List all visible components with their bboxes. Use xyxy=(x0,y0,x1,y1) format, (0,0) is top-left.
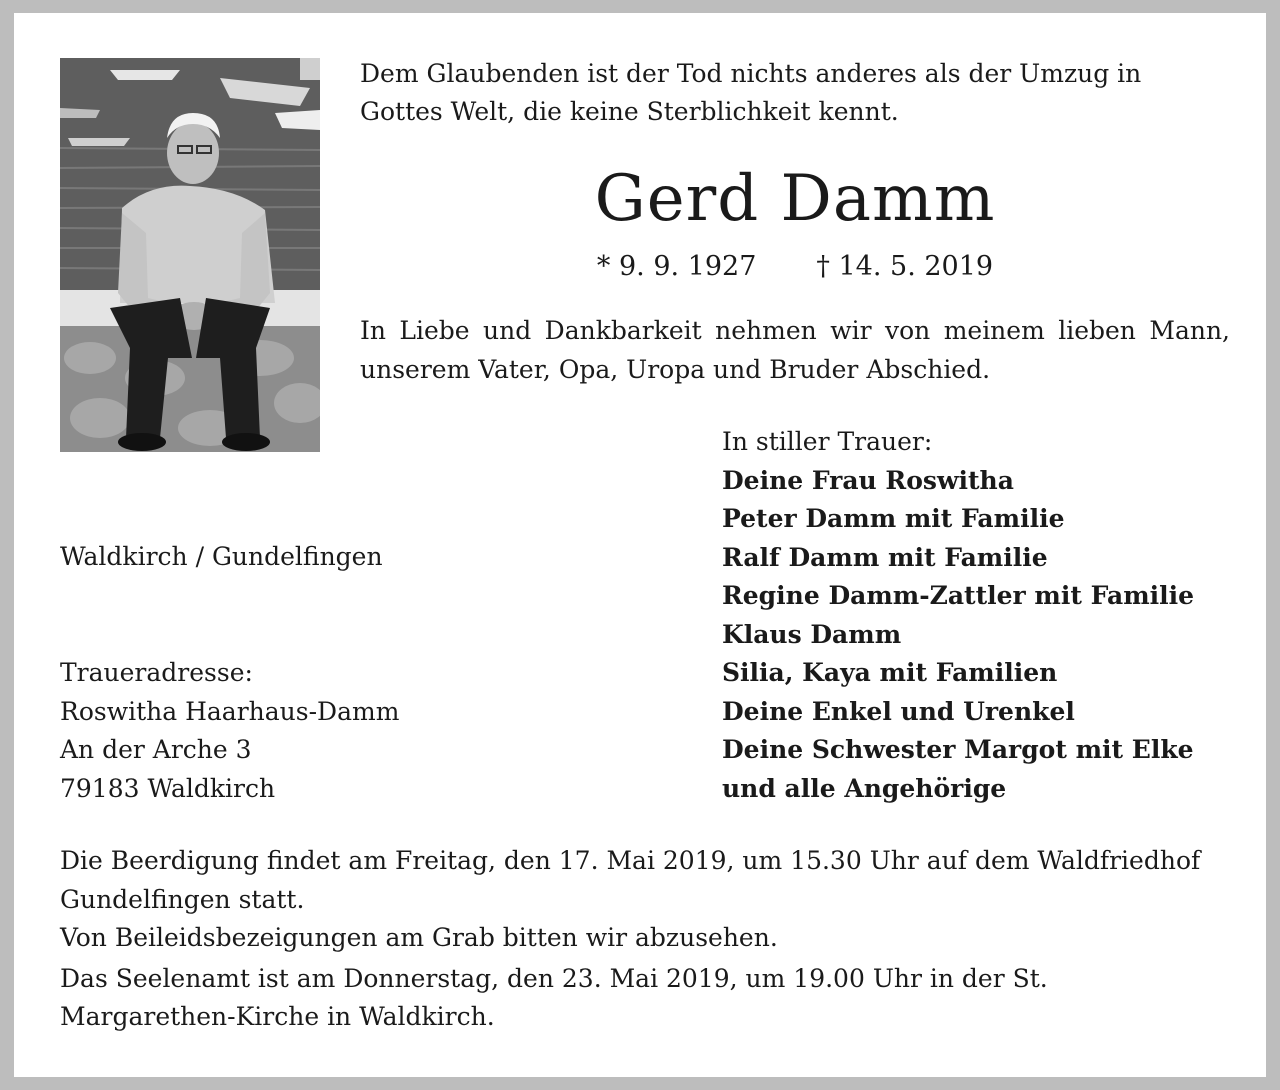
address-name: Roswitha Haarhaus-Damm xyxy=(60,696,400,726)
mourner-line: Regine Damm-Zattler mit Familie xyxy=(722,581,1195,610)
address-street: An der Arche 3 xyxy=(60,735,252,764)
place-of-residence: Waldkirch / Gundelfingen xyxy=(60,542,383,571)
death-date: † 14. 5. 2019 xyxy=(816,251,994,282)
mourner-line: Peter Damm mit Familie xyxy=(722,504,1065,533)
mourners-list xyxy=(722,423,1242,808)
condolence-note: Von Beileidsbezeigungen am Grab bitten wir abzusehen. xyxy=(60,923,778,952)
mourner-line: Ralf Damm mit Familie xyxy=(722,542,1048,572)
birth-date: * 9. 9. 1927 xyxy=(596,251,757,282)
obituary-card xyxy=(14,13,1266,1077)
mourning-intro: In stiller Trauer: xyxy=(722,427,933,456)
address-city: 79183 Waldkirch xyxy=(60,773,276,803)
mourner-line: Deine Frau Roswitha xyxy=(722,465,1014,495)
service-information xyxy=(60,842,1230,1037)
mourner-line: Klaus Damm xyxy=(722,619,902,649)
funeral-text: Die Beerdigung findet am Freitag, den 17. Mai 2019, um 15.30 Uhr auf dem Waldfriedhof Gundelfingen statt. xyxy=(60,846,1201,914)
life-dates xyxy=(360,247,1230,287)
mourning-address xyxy=(60,654,480,808)
mourner-line: und alle Angehörige xyxy=(722,773,1007,803)
deceased-name: Gerd Damm xyxy=(594,162,996,236)
mourner-line: Deine Enkel und Urenkel xyxy=(722,696,1075,726)
mourner-line: Deine Schwester Margot mit Elke xyxy=(722,735,1194,764)
portrait-photo xyxy=(60,58,320,452)
mourner-line: Silia, Kaya mit Familien xyxy=(722,658,1058,687)
address-label: Traueradresse: xyxy=(60,658,253,687)
farewell-text: In Liebe und Dankbarkeit nehmen wir von meinem lieben Mann, unserem Vater, Opa, Uropa und Bruder Abschied. xyxy=(360,316,1230,384)
requiem-text: Das Seelenamt ist am Donnerstag, den 23. Mai 2019, um 19.00 Uhr in der St. Margarethen-Kirche in Waldkirch. xyxy=(60,963,1048,1031)
bible-quote: Dem Glaubenden ist der Tod nichts anderes als der Umzug in Gottes Welt, die keine Sterblichkeit kennt. xyxy=(360,59,1142,126)
